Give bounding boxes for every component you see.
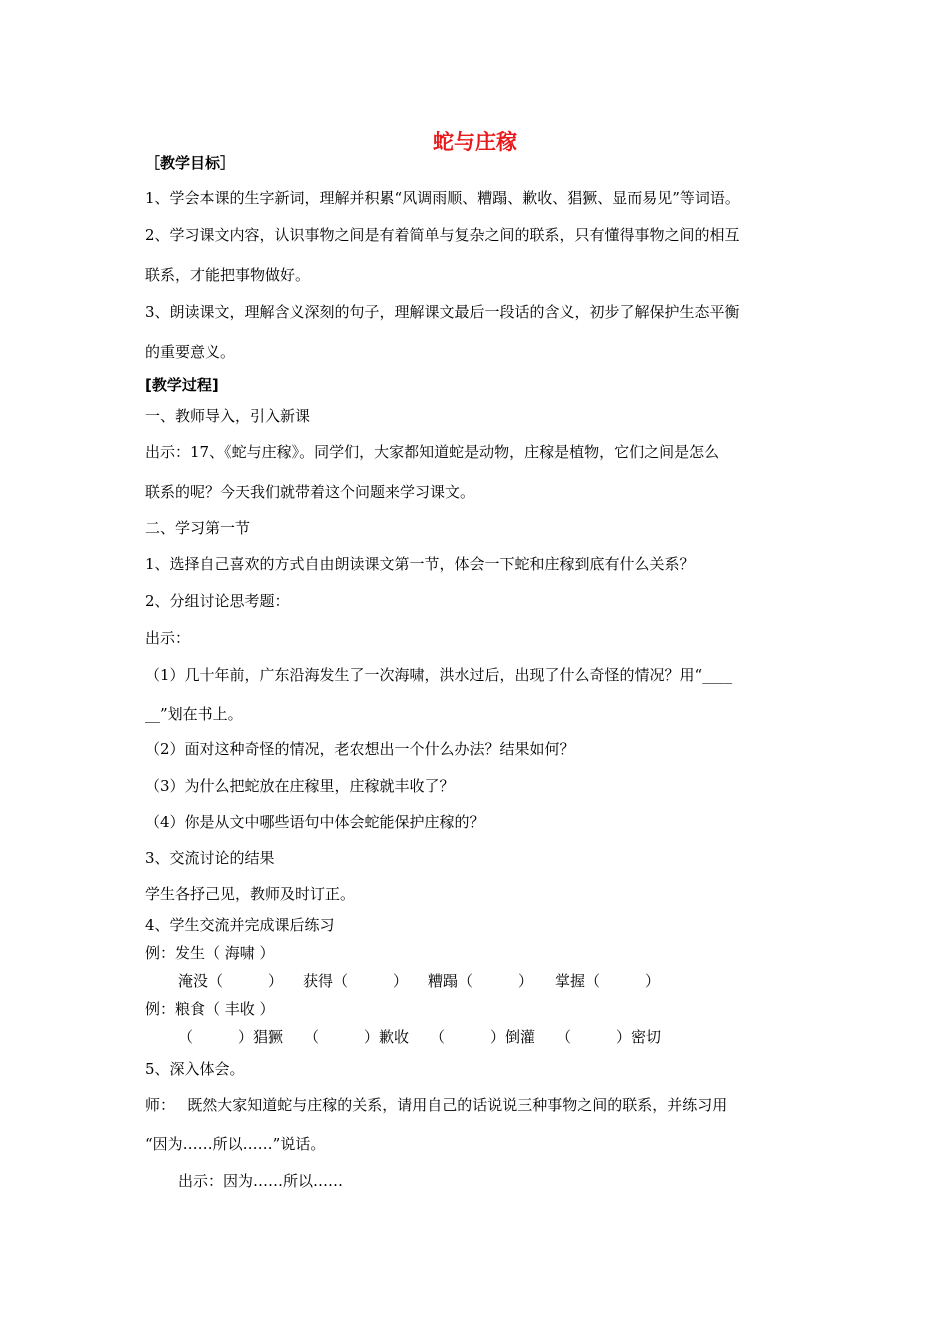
question-1-line-1: （1）几十年前，广东沿海发生了一次海啸，洪水过后，出现了什么奇怪的情况？用“____ [145, 666, 733, 684]
question-4: （4）你是从文中哪些语句中体会蛇能保护庄稼的？ [145, 813, 485, 831]
exercise-2-item-4: （ ）密切 [556, 1028, 662, 1046]
show-label: 出示： [145, 629, 191, 647]
exercise-1-item-3: 糟蹋（ ） [428, 972, 534, 990]
part1-heading: 一、教师导入，引入新课 [145, 407, 311, 425]
goal-3-line-1: 3、朗读课文，理解含义深刻的句子，理解课文最后一段话的含义，初步了解保护生态平衡 [145, 303, 740, 321]
step-2: 2、分组讨论思考题： [145, 592, 290, 610]
page-title: 蛇与庄稼 [433, 130, 517, 154]
show-final: 出示：因为……所以…… [178, 1172, 344, 1190]
step-4: 4、学生交流并完成课后练习 [145, 916, 335, 934]
step-5: 5、深入体会。 [145, 1060, 245, 1078]
exercise-1-item-4: 掌握（ ） [555, 972, 661, 990]
step-3-text: 学生各抒己见，教师及时订正。 [145, 885, 356, 903]
teacher-line-2: “因为……所以……”说话。 [145, 1135, 326, 1153]
teacher-line-1: 师： 既然大家知道蛇与庄稼的关系，请用自己的话说说三种事物之间的联系，并练习用 [145, 1096, 728, 1114]
exercise-2-item-3: （ ）倒灌 [430, 1028, 536, 1046]
example-2: 例：粮食（ 丰收 ） [145, 1000, 275, 1018]
process-heading: [教学过程] [145, 376, 219, 394]
exercise-1-item-1: 淹没（ ） [178, 972, 284, 990]
question-2: （2）面对这种奇怪的情况，老农想出一个什么办法？结果如何？ [145, 740, 575, 758]
part1-text-line-1: 出示：17、《蛇与庄稼》。同学们，大家都知道蛇是动物，庄稼是植物，它们之间是怎么 [145, 443, 720, 461]
goal-1: 1、学会本课的生字新词，理解并积累“风调雨顺、糟蹋、歉收、猖獗、显而易见”等词语。 [145, 189, 740, 207]
exercise-1-item-2: 获得（ ） [303, 972, 409, 990]
goals-heading: ［教学目标］ [145, 154, 236, 172]
goal-3-line-2: 的重要意义。 [145, 343, 236, 361]
step-1: 1、选择自己喜欢的方式自由朗读课文第一节，体会一下蛇和庄稼到底有什么关系？ [145, 555, 695, 573]
step-3: 3、交流讨论的结果 [145, 849, 275, 867]
exercise-2-item-1: （ ）猖獗 [178, 1028, 284, 1046]
example-1: 例：发生（ 海啸 ） [145, 944, 275, 962]
goal-2-line-1: 2、学习课文内容，认识事物之间是有着简单与复杂之间的联系，只有懂得事物之间的相互 [145, 226, 740, 244]
goal-2-line-2: 联系，才能把事物做好。 [145, 266, 311, 284]
part2-heading: 二、学习第一节 [145, 519, 251, 537]
question-3: （3）为什么把蛇放在庄稼里，庄稼就丰收了？ [145, 777, 455, 795]
exercise-2-item-2: （ ）歉收 [304, 1028, 410, 1046]
part1-text-line-2: 联系的呢？今天我们就带着这个问题来学习课文。 [145, 483, 476, 501]
question-1-line-2: __”划在书上。 [145, 705, 243, 723]
